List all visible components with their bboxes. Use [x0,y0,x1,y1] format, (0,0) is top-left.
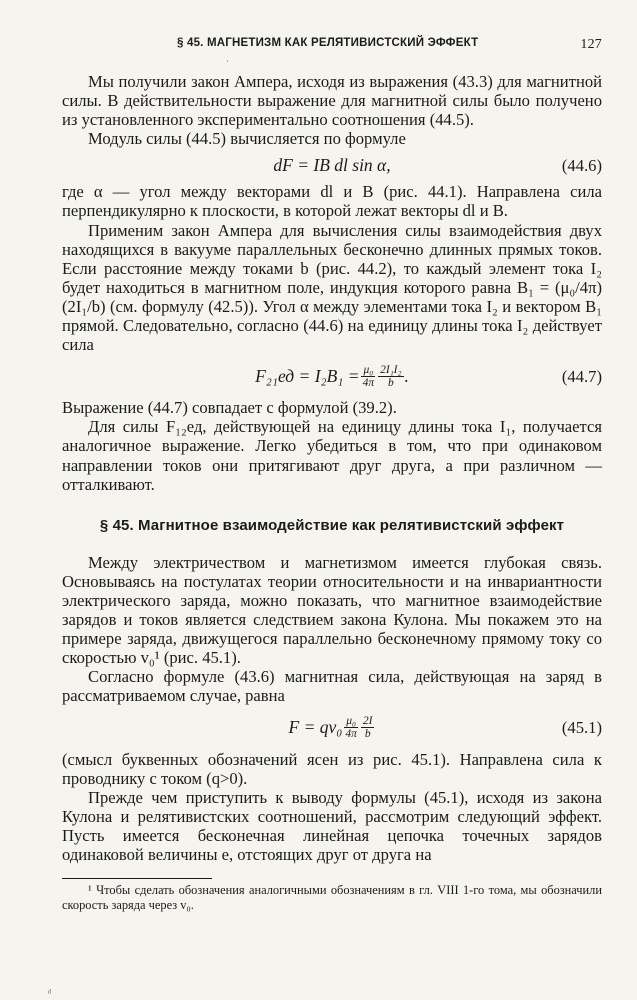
paragraph-8: Согласно формуле (43.6) магнитная сила, действующая на заряд в рассматриваемом случае, равна [62,667,602,706]
equation-45-1-f2-denominator: b [364,728,371,741]
paragraph-1: Мы получили закон Ампера, исходя из выражения (43.3) для магнитной силы. В действительности выражение для магнитной силы было получено из установленного экспериментально соотношения (44.5). [62,72,602,130]
paragraph-9: (смысл буквенных обозначений ясен из рис. 45.1). Направлена сила к проводнику с током (q>0). [62,749,602,788]
equation-44-7-number: (44.7) [561,366,602,386]
scan-mark: ᵈ [48,988,52,999]
equation-44-7 [62,354,602,398]
equation-44-7-f1-numerator: μ₀ [363,363,374,376]
paragraph-2: Модуль силы (44.5) вычисляется по формуле [88,129,406,149]
paragraph-7: Между электричеством и магнетизмом имеется глубокая связь. Основываясь на постулатах теории относительности и на инвариантности электрического заряда, можно показать, что магнитное взаимодействие зарядов и токов является следствием закона Кулона. Мы покажем это на примере заряда, движущегося параллельно бесконечному прямому току со скоростью v₀¹ (рис. 45.1). [62,552,602,668]
equation-44-7-end: . [404,365,409,386]
paragraph-5: Выражение (44.7) совпадает с формулой (39.2). [62,398,397,418]
paragraph-6: Для силы F₁₂ед, действующей на единицу длины тока I₁, получается аналогичное выражение. Легко убедиться в том, что при одинаковом направлении токов они притягивают друг друга, а при различном — отталкивают. [62,417,602,494]
equation-44-7-left: F₂₁ед = I₂B₁ = [255,365,360,386]
equation-45-1-number: (45.1) [561,717,602,737]
equation-44-6-number: (44.6) [561,155,602,175]
equation-45-1-f2-numerator: 2I [362,715,373,728]
equation-45-1-fraction-2 [361,715,375,740]
equation-44-7-fraction-1 [361,364,377,389]
running-title: § 45. МАГНЕТИЗМ КАК РЕЛЯТИВИСТСКИЙ ЭФФЕКТ [177,37,479,49]
paragraph-4: Применим закон Ампера для вычисления силы взаимодействия двух находящихся в вакууме параллельных бесконечно длинных прямых токов. Если расстояние между токами b (рис. 44.2), то каждый элемент тока I₂ будет находиться в магнитном поле, индукция которого равна B₁ = (μ₀/4π)(2I₁/b) (см. формулу (42.5)). Угол α между элементами тока I₂ и вектором B₁ прямой. Следовательно, согласно (44.6) на единицу длины тока I₂ действует сила [62,220,602,355]
equation-45-1-fraction-1 [343,715,359,740]
equation-44-6 [62,148,602,182]
equation-45-1-f1-denominator: 4π [345,728,357,741]
footnote: ¹ Чтобы сделать обозначения аналогичными обозначениям в гл. VIII 1-го тома, мы обозначили скорость заряда через v₀. [62,883,602,913]
paragraph-10: Прежде чем приступить к выводу формулы (45.1), исходя из закона Кулона и релятивистских соотношений, рассмотрим следующий эффект. Пусть имеется бесконечная линейная цепочка точечных зарядов одинаковой величины e, отстоящих друг от друга на [62,787,602,864]
print-speck: ˈ [226,59,229,69]
page-number: 127 [580,37,602,52]
equation-45-1-left: F = qv₀ [288,716,343,737]
equation-44-7-fraction-2 [378,364,403,389]
paragraph-3: где α — угол между векторами dl и B (рис. 44.1). Направлена сила перпендикулярно к плоскости, в которой лежат векторы dl и B. [62,182,602,221]
equation-45-1-f1-numerator: μ₀ [346,715,357,728]
equation-45-1 [62,706,602,750]
footnote-rule [62,878,212,879]
equation-44-7-f2-numerator: 2I₁I₂ [380,363,402,376]
section-title: § 45. Магнитное взаимодействие как релятивистский эффект [99,516,565,534]
equation-44-7-f1-denominator: 4π [362,376,375,389]
main-text [62,72,602,913]
equation-44-7-f2-denominator: b [387,376,394,389]
equation-44-6-body: dF = IB dl sin α, [273,154,391,175]
